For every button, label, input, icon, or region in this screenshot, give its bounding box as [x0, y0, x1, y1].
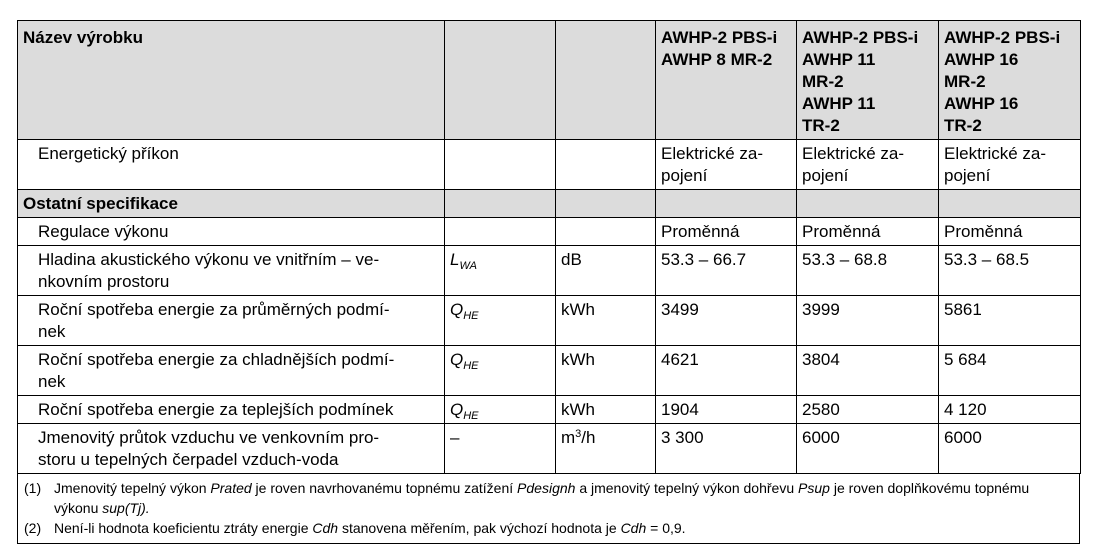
row-label: Regulace výkonu	[18, 218, 445, 246]
cell-value: 3499	[656, 296, 797, 346]
cell-value: 4621	[656, 346, 797, 396]
section-title: Ostatní specifikace	[18, 190, 445, 218]
row-label: Energetický příkon	[18, 140, 445, 190]
footnote-1: (1) Jmenovitý tepelný výkon Prated je roven navrhovanému topnému zatížení Pdesignh a jmenovitý tepelný výkon dohřevu Psup je roven doplňkovému topnému výkonu sup(Tj).	[24, 480, 1030, 516]
row-symbol: –	[445, 424, 556, 474]
cell-value: 1904	[656, 396, 797, 424]
row-unit: kWh	[556, 396, 656, 424]
cell-value: 3 300	[656, 424, 797, 474]
header-unit-cell	[556, 21, 656, 140]
product-column-1: AWHP-2 PBS-i AWHP 8 MR-2	[656, 21, 797, 140]
row-label: Hladina akustického výkonu ve vnitřním – ve- nkovním prostoru	[18, 246, 445, 296]
row-symbol: $L_{WA}$	[445, 246, 556, 296]
header-symbol-cell	[445, 21, 556, 140]
cell-value: 53.3 – 66.7	[656, 246, 797, 296]
cell-value: 3804	[797, 346, 939, 396]
cell-value: 53.3 – 68.8	[797, 246, 939, 296]
cell-value: 4 120	[939, 396, 1081, 424]
cell-value: 5861	[939, 296, 1081, 346]
header-row	[18, 21, 1081, 140]
table-row-annual-cold	[18, 346, 1081, 396]
header-label: Název výrobku	[18, 21, 445, 140]
table-row-capacity-control	[18, 218, 1081, 246]
cell-value: 3999	[797, 296, 939, 346]
cell-value: 5 684	[939, 346, 1081, 396]
row-unit: $m^3/h$	[556, 424, 656, 474]
table-row-airflow	[18, 424, 1081, 474]
cell-value: 6000	[797, 424, 939, 474]
table-row-annual-avg	[18, 296, 1081, 346]
row-unit: kWh	[556, 296, 656, 346]
cell-value: 2580	[797, 396, 939, 424]
row-label: Roční spotřeba energie za chladnějších podmí- nek	[18, 346, 445, 396]
cell-value: Elektrické za- pojení	[797, 140, 939, 190]
row-symbol: $Q_{HE}$	[445, 346, 556, 396]
table-row-power-input	[18, 140, 1081, 190]
row-symbol: $Q_{HE}$	[445, 296, 556, 346]
table-row-sound-power	[18, 246, 1081, 296]
cell-value: 53.3 – 68.5	[939, 246, 1081, 296]
table-row-annual-warm	[18, 396, 1081, 424]
cell-value: 6000	[939, 424, 1081, 474]
product-column-2: AWHP-2 PBS-i AWHP 11 MR-2 AWHP 11 TR-2	[797, 21, 939, 140]
row-label: Roční spotřeba energie za teplejších podmínek	[18, 396, 445, 424]
row-label: Jmenovitý průtok vzduchu ve venkovním pro- storu u tepelných čerpadel vzduch-voda	[18, 424, 445, 474]
product-column-3: AWHP-2 PBS-i AWHP 16 MR-2 AWHP 16 TR-2	[939, 21, 1081, 140]
footnote-2: (2) Není-li hodnota koeficientu ztráty energie Cdh stanovena měřením, pak výchozí hodnota je Cdh = 0,9.	[24, 520, 686, 536]
row-label: Roční spotřeba energie za průměrných podmí- nek	[18, 296, 445, 346]
footnotes	[17, 474, 1080, 544]
cell-value: Elektrické za- pojení	[656, 140, 797, 190]
cell-value: Proměnná	[939, 218, 1081, 246]
section-row-other	[18, 190, 1081, 218]
cell-value: Proměnná	[656, 218, 797, 246]
cell-value: Elektrické za- pojení	[939, 140, 1081, 190]
spec-document	[17, 20, 1080, 544]
row-symbol: $Q_{HE}$	[445, 396, 556, 424]
row-unit: kWh	[556, 346, 656, 396]
row-unit: dB	[556, 246, 656, 296]
spec-table	[17, 20, 1081, 474]
cell-value: Proměnná	[797, 218, 939, 246]
